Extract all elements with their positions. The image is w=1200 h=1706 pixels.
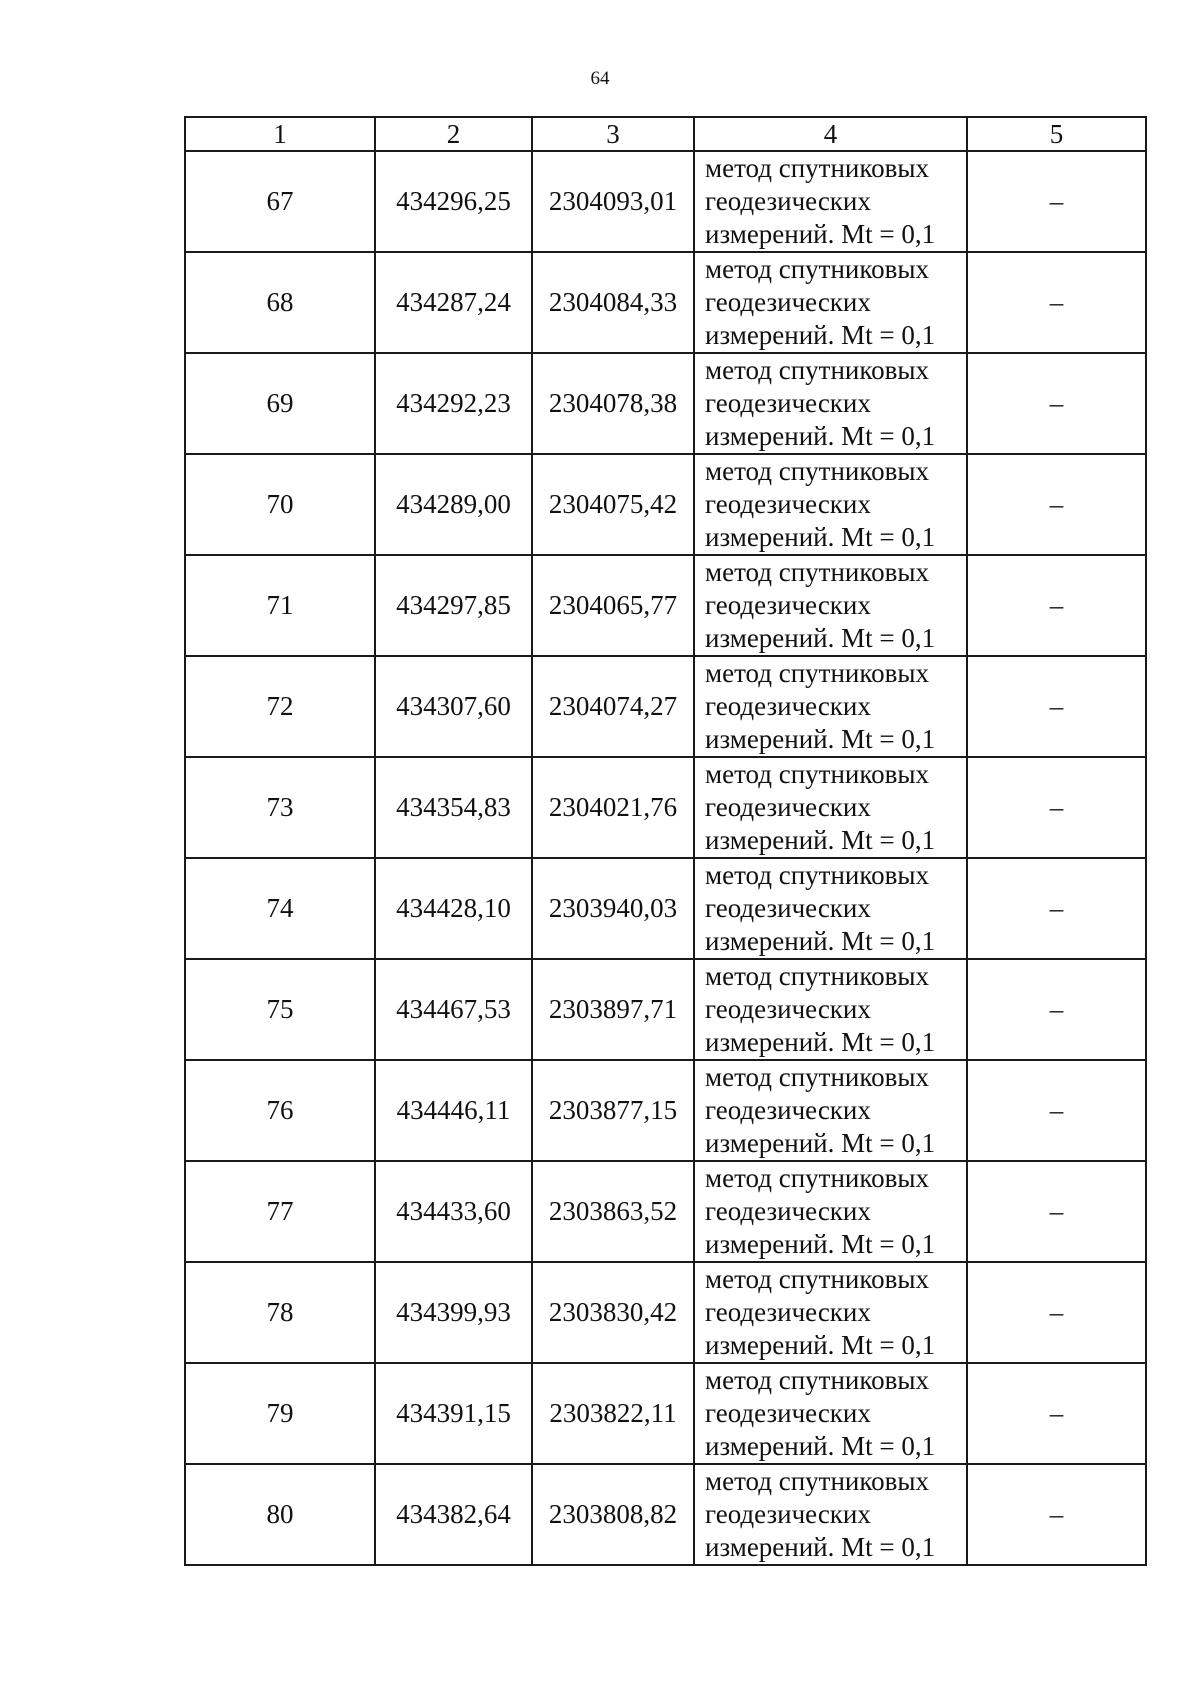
method-text-line: измерений. Mt = 0,1 (705, 522, 936, 552)
method-text-line: геодезических (705, 590, 871, 620)
method-text-line: измерений. Mt = 0,1 (705, 825, 936, 855)
note-cell: – (967, 1161, 1146, 1262)
method-cell (694, 353, 967, 454)
point-number-cell: 74 (185, 858, 375, 959)
table-row (185, 959, 1146, 1060)
table-row (185, 1464, 1146, 1565)
method-cell (694, 656, 967, 757)
note-cell: – (967, 1363, 1146, 1464)
method-text-line: метод спутниковых (705, 759, 929, 789)
x-coordinate-cell: 434433,60 (375, 1161, 532, 1262)
y-coordinate-cell: 2304084,33 (532, 252, 694, 353)
method-text-line: метод спутниковых (705, 1264, 929, 1294)
method-text-line: геодезических (705, 287, 871, 317)
table-row (185, 1161, 1146, 1262)
x-coordinate-cell: 434307,60 (375, 656, 532, 757)
method-text-line: метод спутниковых (705, 1163, 929, 1193)
method-text-line: геодезических (705, 893, 871, 923)
point-number-cell: 71 (185, 555, 375, 656)
column-header: 5 (967, 117, 1146, 151)
x-coordinate-cell: 434296,25 (375, 151, 532, 252)
method-cell (694, 1262, 967, 1363)
x-coordinate-cell: 434289,00 (375, 454, 532, 555)
method-text-line: метод спутниковых (705, 557, 929, 587)
point-number-cell: 67 (185, 151, 375, 252)
point-number-cell: 76 (185, 1060, 375, 1161)
table-row (185, 656, 1146, 757)
column-header: 2 (375, 117, 532, 151)
method-text-line: метод спутниковых (705, 1365, 929, 1395)
method-text-line: метод спутниковых (705, 153, 929, 183)
point-number-cell: 68 (185, 252, 375, 353)
coordinates-table (184, 116, 1147, 1566)
method-cell (694, 555, 967, 656)
method-text-line: геодезических (705, 691, 871, 721)
column-header: 1 (185, 117, 375, 151)
method-text-line: измерений. Mt = 0,1 (705, 1330, 936, 1360)
method-cell (694, 454, 967, 555)
x-coordinate-cell: 434428,10 (375, 858, 532, 959)
note-cell: – (967, 1464, 1146, 1565)
note-cell: – (967, 151, 1146, 252)
point-number-cell: 77 (185, 1161, 375, 1262)
x-coordinate-cell: 434287,24 (375, 252, 532, 353)
method-text-line: геодезических (705, 1095, 871, 1125)
y-coordinate-cell: 2303897,71 (532, 959, 694, 1060)
method-text-line: метод спутниковых (705, 355, 929, 385)
method-text-line: метод спутниковых (705, 254, 929, 284)
method-text-line: измерений. Mt = 0,1 (705, 1128, 936, 1158)
method-text-line: измерений. Mt = 0,1 (705, 1431, 936, 1461)
method-cell (694, 959, 967, 1060)
method-text-line: измерений. Mt = 0,1 (705, 623, 936, 653)
y-coordinate-cell: 2303877,15 (532, 1060, 694, 1161)
column-header: 4 (694, 117, 967, 151)
point-number-cell: 70 (185, 454, 375, 555)
point-number-cell: 75 (185, 959, 375, 1060)
method-text-line: измерений. Mt = 0,1 (705, 926, 936, 956)
x-coordinate-cell: 434467,53 (375, 959, 532, 1060)
method-text-line: геодезических (705, 1499, 871, 1529)
y-coordinate-cell: 2303863,52 (532, 1161, 694, 1262)
method-cell (694, 757, 967, 858)
method-text-line: метод спутниковых (705, 860, 929, 890)
y-coordinate-cell: 2304021,76 (532, 757, 694, 858)
x-coordinate-cell: 434297,85 (375, 555, 532, 656)
y-coordinate-cell: 2303830,42 (532, 1262, 694, 1363)
table-header-row (185, 117, 1146, 151)
table-row (185, 353, 1146, 454)
method-text-line: геодезических (705, 994, 871, 1024)
note-cell: – (967, 959, 1146, 1060)
point-number-cell: 73 (185, 757, 375, 858)
table-row (185, 1262, 1146, 1363)
method-text-line: измерений. Mt = 0,1 (705, 421, 936, 451)
x-coordinate-cell: 434399,93 (375, 1262, 532, 1363)
note-cell: – (967, 858, 1146, 959)
note-cell: – (967, 757, 1146, 858)
method-text-line: геодезических (705, 1297, 871, 1327)
y-coordinate-cell: 2304078,38 (532, 353, 694, 454)
method-text-line: измерений. Mt = 0,1 (705, 1027, 936, 1057)
method-cell (694, 1161, 967, 1262)
method-cell (694, 151, 967, 252)
method-text-line: геодезических (705, 1398, 871, 1428)
method-text-line: измерений. Mt = 0,1 (705, 1229, 936, 1259)
method-text-line: измерений. Mt = 0,1 (705, 320, 936, 350)
note-cell: – (967, 1262, 1146, 1363)
point-number-cell: 78 (185, 1262, 375, 1363)
method-cell (694, 1060, 967, 1161)
note-cell: – (967, 1060, 1146, 1161)
y-coordinate-cell: 2303822,11 (532, 1363, 694, 1464)
point-number-cell: 69 (185, 353, 375, 454)
method-text-line: измерений. Mt = 0,1 (705, 1532, 936, 1562)
note-cell: – (967, 353, 1146, 454)
method-text-line: метод спутниковых (705, 456, 929, 486)
method-cell (694, 858, 967, 959)
method-text-line: геодезических (705, 792, 871, 822)
table-row (185, 1363, 1146, 1464)
y-coordinate-cell: 2303940,03 (532, 858, 694, 959)
method-cell (694, 252, 967, 353)
point-number-cell: 79 (185, 1363, 375, 1464)
column-header: 3 (532, 117, 694, 151)
y-coordinate-cell: 2303808,82 (532, 1464, 694, 1565)
method-text-line: геодезических (705, 186, 871, 216)
method-cell (694, 1464, 967, 1565)
x-coordinate-cell: 434391,15 (375, 1363, 532, 1464)
method-text-line: измерений. Mt = 0,1 (705, 219, 936, 249)
table-row (185, 555, 1146, 656)
note-cell: – (967, 656, 1146, 757)
y-coordinate-cell: 2304093,01 (532, 151, 694, 252)
y-coordinate-cell: 2304075,42 (532, 454, 694, 555)
method-text-line: измерений. Mt = 0,1 (705, 724, 936, 754)
table-row (185, 757, 1146, 858)
note-cell: – (967, 454, 1146, 555)
page-number: 64 (590, 68, 610, 89)
method-cell (694, 1363, 967, 1464)
method-text-line: геодезических (705, 489, 871, 519)
table-row (185, 151, 1146, 252)
note-cell: – (967, 555, 1146, 656)
table-row (185, 1060, 1146, 1161)
table-row (185, 454, 1146, 555)
y-coordinate-cell: 2304074,27 (532, 656, 694, 757)
x-coordinate-cell: 434382,64 (375, 1464, 532, 1565)
method-text-line: метод спутниковых (705, 658, 929, 688)
table-row (185, 252, 1146, 353)
table-body (185, 117, 1146, 1565)
table-row (185, 858, 1146, 959)
y-coordinate-cell: 2304065,77 (532, 555, 694, 656)
method-text-line: метод спутниковых (705, 1466, 929, 1496)
method-text-line: метод спутниковых (705, 1062, 929, 1092)
method-text-line: метод спутниковых (705, 961, 929, 991)
point-number-cell: 72 (185, 656, 375, 757)
point-number-cell: 80 (185, 1464, 375, 1565)
note-cell: – (967, 252, 1146, 353)
method-text-line: геодезических (705, 388, 871, 418)
x-coordinate-cell: 434292,23 (375, 353, 532, 454)
method-text-line: геодезических (705, 1196, 871, 1226)
x-coordinate-cell: 434446,11 (375, 1060, 532, 1161)
x-coordinate-cell: 434354,83 (375, 757, 532, 858)
